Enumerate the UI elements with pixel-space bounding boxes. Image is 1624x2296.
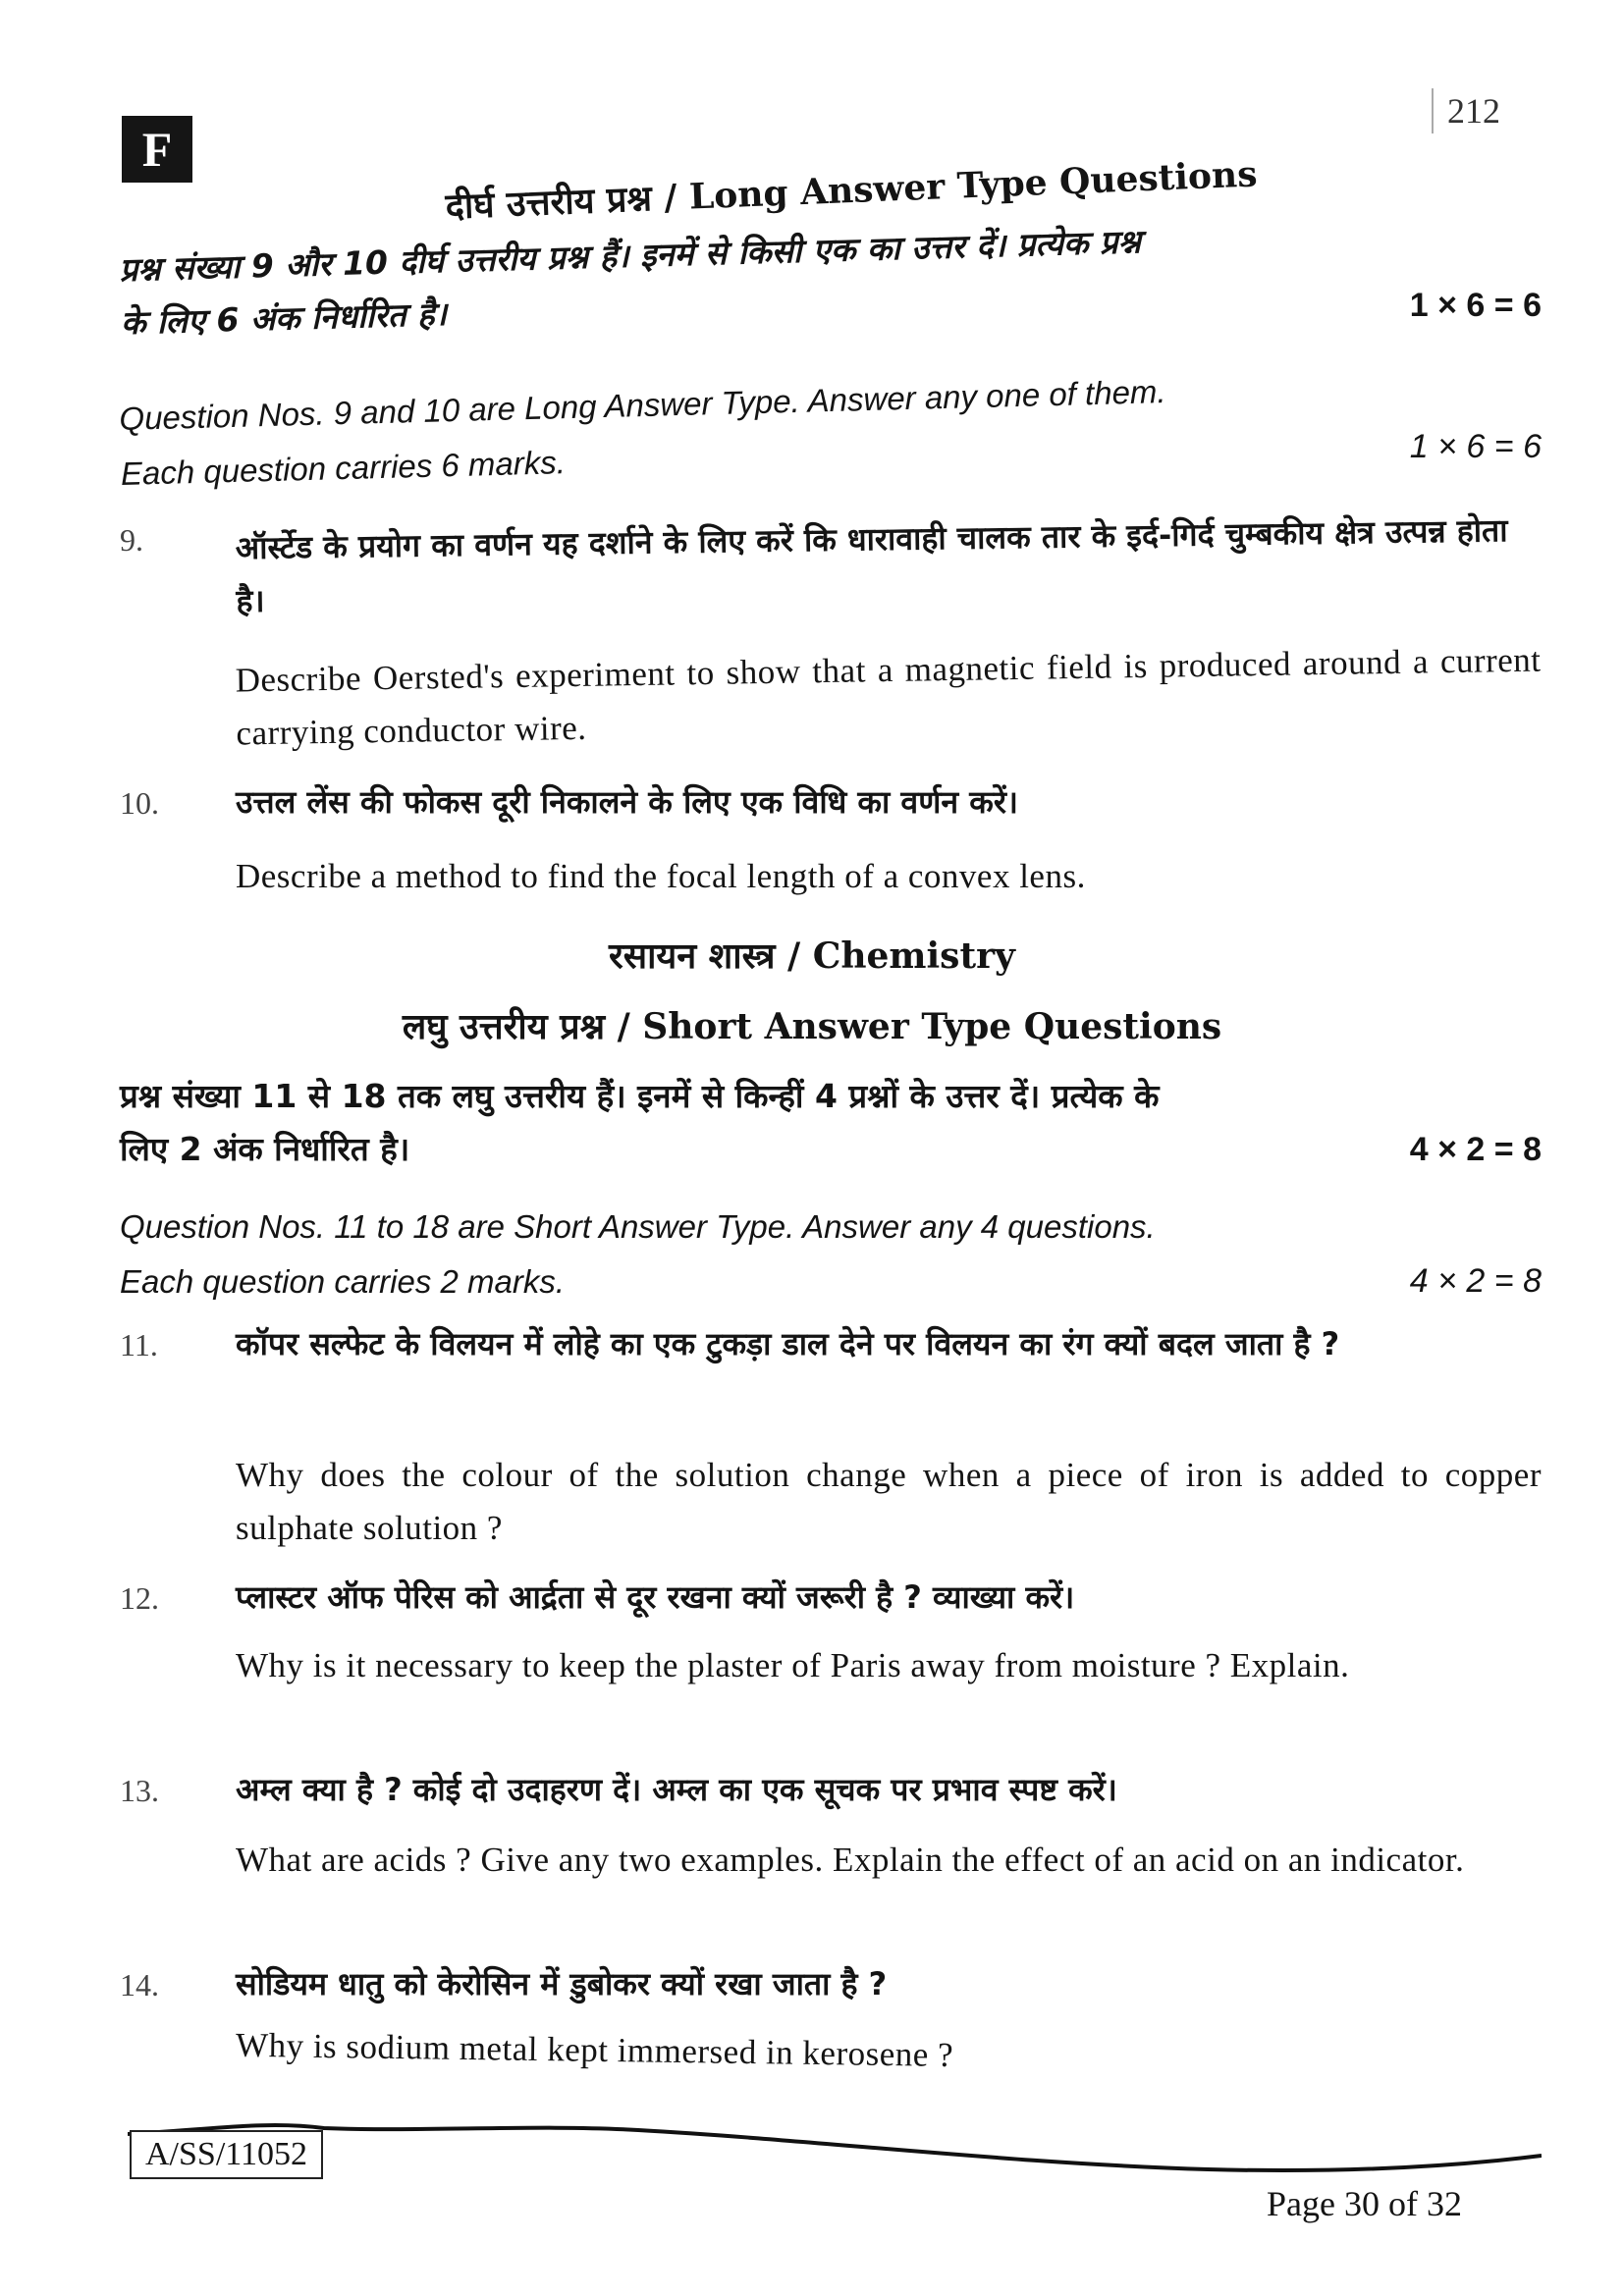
question-english: Why is it necessary to keep the plaster of Paris away from moisture ? Explain.	[236, 1646, 1350, 1684]
question-hindi: उत्तल लेंस की फोकस दूरी निकालने के लिए एक विधि का वर्णन करें।	[236, 783, 1019, 821]
paper-code: A/SS/11052	[130, 2130, 323, 2179]
instruction-hindi-line: के लिए 6 अंक निर्धारित है।	[120, 294, 448, 343]
instruction-hindi-short	[120, 1070, 1543, 1176]
subject-heading-chemistry: रसायन शास्त्र / Chemistry	[609, 935, 1015, 977]
page-footer: Page 30 of 32	[1267, 2184, 1462, 2223]
question-english: Why is sodium metal kept immersed in kerosene ?	[235, 2025, 954, 2074]
instruction-english-line: Each question carries 6 marks.	[120, 444, 567, 492]
question-hindi: अम्ल क्या है ? कोई दो उदाहरण दें। अम्ल का एक सूचक पर प्रभाव स्पष्ट करें।	[236, 1771, 1117, 1808]
instruction-hindi-line: प्रश्न संख्या 9 और 10 दीर्घ उत्तरीय प्रश्न हैं। इनमें से किसी एक का उत्तर दें। प्रत्येक प्रश्न	[118, 222, 1142, 290]
instruction-english-short	[120, 1200, 1543, 1309]
question-hindi: सोडियम धातु को केरोसिन में डुबोकर क्यों रखा जाता है ?	[236, 1965, 888, 2002]
instruction-hindi-line: लिए 2 अंक निर्धारित है।	[120, 1130, 410, 1168]
question-english: What are acids ? Give any two examples. Explain the effect of an acid on an indicator.	[236, 1841, 1465, 1879]
instruction-english-line: Question Nos. 9 and 10 are Long Answer Type. Answer any one of them.	[119, 373, 1167, 437]
question-english: Describe a method to find the focal length of a convex lens.	[236, 857, 1086, 895]
question-number: 13.	[120, 1773, 159, 1808]
question-english: Why does the colour of the solution change when a piece of iron is added to copper sulphate solution ?	[236, 1456, 1542, 1547]
marks-english-short: 4 × 2 = 8	[1409, 1262, 1542, 1300]
set-label: F	[141, 122, 173, 177]
question-hindi: कॉपर सल्फेट के विलयन में लोहे का एक टुकड़ा डाल देने पर विलयन का रंग क्यों बदल जाता है ?	[236, 1325, 1340, 1362]
question-number: 9.	[120, 522, 143, 558]
page-number: 212	[1432, 88, 1500, 133]
marks-english-long: 1 × 6 = 6	[1409, 428, 1542, 465]
instruction-english-line: Question Nos. 11 to 18 are Short Answer Type. Answer any 4 questions.	[120, 1208, 1156, 1245]
section-heading-long: दीर्घ उत्तरीय प्रश्न / Long Answer Type Questions	[444, 153, 1259, 228]
section-heading-short: लघु उत्तरीय प्रश्न / Short Answer Type Questions	[402, 1006, 1222, 1047]
question-number: 14.	[120, 1967, 159, 2002]
question-number: 12.	[120, 1580, 159, 1616]
instruction-english-long	[119, 354, 1544, 502]
set-badge	[122, 116, 192, 183]
instruction-english-line: Each question carries 2 marks.	[120, 1263, 566, 1300]
footer-rule	[128, 2120, 1542, 2179]
question-hindi: प्लास्टर ऑफ पेरिस को आर्द्रता से दूर रखना क्यों जरूरी है ? व्याख्या करें।	[236, 1578, 1075, 1616]
marks-hindi-long: 1 × 6 = 6	[1409, 287, 1542, 324]
marks-hindi-short: 4 × 2 = 8	[1409, 1131, 1542, 1168]
question-number: 10.	[120, 785, 159, 821]
question-number: 11.	[120, 1327, 158, 1362]
question-hindi: ऑर्स्टेड के प्रयोग का वर्णन यह दर्शाने के लिए करें कि धारावाही चालक तार के इर्द-गिर्द चुम्बकीय क्षेत्र उत्पन्न होता है।	[235, 511, 1508, 620]
question-english: Describe Oersted's experiment to show that a magnetic field is produced around a current carrying conductor wire.	[235, 640, 1542, 753]
instruction-hindi-line: प्रश्न संख्या 11 से 18 तक लघु उत्तरीय हैं। इनमें से किन्हीं 4 प्रश्नों के उत्तर दें। प्रत्येक के	[120, 1077, 1160, 1115]
